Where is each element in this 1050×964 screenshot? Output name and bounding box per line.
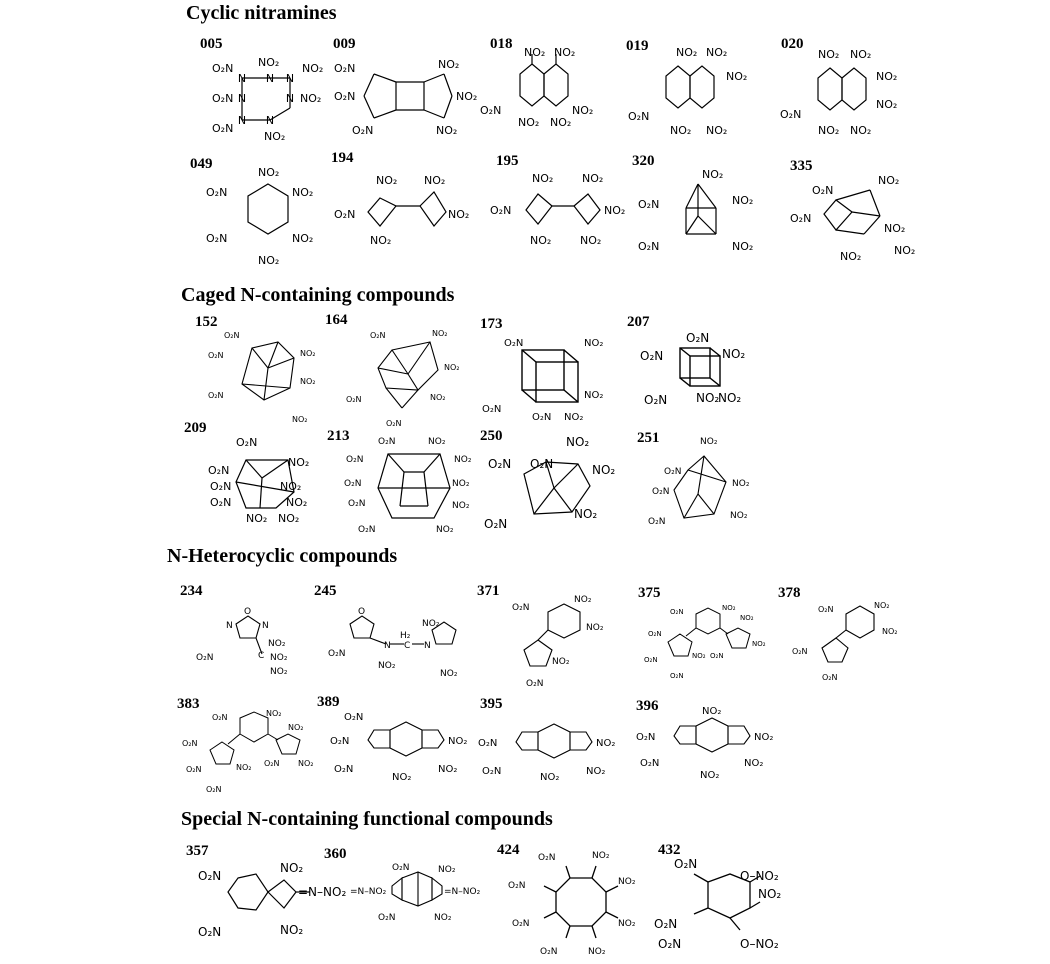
compound-id: 234 [180, 583, 203, 599]
group-no2: NO₂ [452, 501, 470, 511]
group-o2n: O₂N [212, 62, 234, 75]
group-no2: NO₂ [876, 98, 898, 111]
group-no2: NO₂ [518, 116, 540, 129]
group-no2: NO₂ [438, 58, 460, 71]
group-o2n: O₂N [346, 395, 362, 404]
group-o2n: O₂N [346, 455, 364, 465]
molecule-005 [212, 52, 332, 148]
group-o2n: O₂N [212, 122, 234, 135]
group-no2: NO₂ [564, 412, 584, 423]
group-o2n: O₂N [636, 732, 656, 743]
compound-id: 395 [480, 696, 503, 712]
compound-id: 320 [632, 153, 655, 169]
group-o2n: O₂N [330, 736, 350, 747]
group-no2: NO₂ [554, 46, 576, 59]
compound-id: 371 [477, 583, 500, 599]
group-no2: NO₂ [882, 627, 898, 636]
group-o2n: O₂N [352, 124, 374, 137]
molecule-395 [478, 718, 628, 798]
group-no2: NO₂ [586, 766, 606, 777]
compound-id: 173 [480, 316, 503, 332]
molecule-335 [790, 170, 940, 270]
group-no2: NO₂ [268, 639, 286, 649]
section-title-cyclic-nitramines: Cyclic nitramines [186, 2, 337, 24]
compound-id: 424 [497, 842, 520, 858]
molecule-194 [334, 168, 484, 258]
group-o2n: O₂N [344, 479, 362, 489]
group-o2n: O₂N [328, 649, 346, 659]
group-o2n: O₂N [182, 739, 198, 748]
group-o2n: O₂N [208, 464, 230, 477]
group-no2: NO₂ [884, 222, 906, 235]
compound-id: 389 [317, 694, 340, 710]
group-o2n: O₂N [210, 480, 232, 493]
group-no2: NO₂ [236, 763, 252, 772]
group-no2: NO₂ [566, 435, 590, 449]
group-o2n: O₂N [640, 349, 664, 363]
group-o2n: O₂N [710, 652, 724, 660]
compound-id: 005 [200, 36, 223, 52]
group-o2n: O₂N [490, 204, 512, 217]
group-o2n: O₂N [378, 437, 396, 447]
group-no2: NO₂ [850, 48, 872, 61]
group-no2: NO₂ [436, 124, 458, 137]
atom-o: O [358, 607, 366, 617]
group-no2: NO₂ [732, 479, 750, 489]
group-o2n: O₂N [198, 925, 222, 939]
group-o2n: O₂N [670, 608, 684, 616]
group-o2n: O₂N [790, 212, 812, 225]
group-no2: NO₂ [758, 887, 782, 901]
group-no2: NO₂ [376, 174, 398, 187]
group-no2: NO₂ [618, 919, 636, 929]
group-no2: NO₂ [850, 124, 872, 137]
group-no2: NO₂ [676, 46, 698, 59]
group-o2n: O₂N [206, 785, 222, 794]
group-o2n: O₂N [488, 457, 512, 471]
compound-id: 383 [177, 696, 200, 712]
atom-c: C [404, 641, 411, 651]
group-no2: NO₂ [874, 601, 890, 610]
group-no2: NO₂ [582, 172, 604, 185]
eq-n-no2: =N–NO₂ [350, 887, 387, 897]
atom-n: N [265, 114, 275, 127]
molecule-195 [490, 168, 640, 258]
compound-id: 195 [496, 153, 519, 169]
group-o2n: O₂N [792, 647, 808, 656]
molecule-320 [636, 164, 786, 260]
molecule-424 [508, 846, 658, 960]
compound-id: 378 [778, 585, 801, 601]
group-no2: NO₂ [280, 861, 304, 875]
group-no2: NO₂ [876, 70, 898, 83]
group-o2n: O₂N [658, 937, 682, 951]
group-o2n: O₂N [812, 184, 834, 197]
group-o2n: O₂N [480, 104, 502, 117]
molecule-019 [626, 44, 770, 144]
group-o2n: O₂N [644, 656, 658, 664]
group-no2: NO₂ [270, 667, 288, 677]
atom-n: N [424, 641, 431, 651]
molecule-213 [344, 432, 480, 540]
group-no2: NO₂ [592, 463, 616, 477]
group-no2: NO₂ [428, 437, 446, 447]
group-no2: NO₂ [422, 619, 440, 629]
atom-n: N [384, 641, 391, 651]
group-no2: NO₂ [586, 623, 604, 633]
molecule-234 [196, 604, 306, 684]
group-o2n: O₂N [482, 766, 502, 777]
group-o2n: O₂N [822, 673, 838, 682]
group-no2: NO₂ [258, 56, 280, 69]
group-no2: NO₂ [258, 166, 280, 179]
compound-id: 396 [636, 698, 659, 714]
group-no2: NO₂ [818, 48, 840, 61]
compound-id: 020 [781, 36, 804, 52]
molecule-152 [208, 326, 334, 430]
compound-id: 152 [195, 314, 218, 330]
group-o2n: O₂N [508, 881, 526, 891]
group-no2: NO₂ [434, 913, 452, 923]
group-no2: NO₂ [266, 709, 282, 718]
group-no2: NO₂ [552, 657, 570, 667]
group-no2: NO₂ [430, 393, 446, 402]
group-o2n: O₂N [206, 232, 228, 245]
molecule-375 [640, 602, 774, 686]
group-o2n: O₂N [370, 331, 386, 340]
group-no2: NO₂ [722, 604, 736, 612]
molecule-245 [328, 604, 478, 686]
group-no2: NO₂ [264, 130, 286, 143]
group-o2n: O₂N [198, 869, 222, 883]
group-no2: NO₂ [280, 923, 304, 937]
group-o2n: O₂N [348, 499, 366, 509]
group-o2n: O₂N [378, 913, 396, 923]
molecule-009 [334, 52, 484, 142]
atom-n: N [237, 114, 247, 127]
group-no2: NO₂ [270, 653, 288, 663]
group-no2: NO₂ [670, 124, 692, 137]
group-no2: NO₂ [532, 172, 554, 185]
compound-id: 245 [314, 583, 337, 599]
group-o2n: O₂N [504, 338, 524, 349]
molecule-432 [654, 852, 804, 958]
group-o2n: O₂N [526, 679, 544, 689]
group-o2n: O₂N [236, 436, 258, 449]
group-no2: NO₂ [740, 614, 754, 622]
group-no2: NO₂ [448, 736, 468, 747]
molecule-371 [494, 594, 614, 690]
group-o2n: O₂N [358, 525, 376, 535]
atom-n: N [265, 72, 275, 85]
atom-o: O [244, 607, 252, 617]
compound-id: 357 [186, 843, 209, 859]
group-no2: NO₂ [292, 415, 308, 424]
group-no2: NO₂ [432, 329, 448, 338]
group-o2n: O₂N [686, 331, 710, 345]
group-o2n: O₂N [818, 605, 834, 614]
group-o2n: O₂N [512, 603, 530, 613]
molecule-207 [640, 330, 780, 416]
compound-id: 432 [658, 842, 681, 858]
group-o2n: O₂N [532, 412, 552, 423]
compound-id: 207 [627, 314, 650, 330]
group-o2n: O₂N [392, 863, 410, 873]
group-no2: NO₂ [452, 479, 470, 489]
group-no2: NO₂ [288, 723, 304, 732]
group-no2: NO₂ [438, 865, 456, 875]
group-no2: NO₂ [592, 851, 610, 861]
group-no2: NO₂ [278, 512, 300, 525]
group-no2: NO₂ [524, 46, 546, 59]
h2-label: H₂ [400, 631, 411, 641]
group-no2: NO₂ [440, 669, 458, 679]
compound-id: 019 [626, 38, 649, 54]
group-o2n: O₂N [208, 391, 224, 400]
group-o2n: O₂N [224, 331, 240, 340]
group-o2n: O₂N [334, 208, 356, 221]
group-no2: NO₂ [454, 455, 472, 465]
molecule-383 [180, 706, 330, 796]
group-no2: NO₂ [700, 770, 720, 781]
molecule-251 [644, 434, 774, 534]
group-o2n: O₂N [780, 108, 802, 121]
group-o2n: O₂N [212, 713, 228, 722]
group-no2: NO₂ [706, 124, 728, 137]
group-no2: NO₂ [302, 62, 324, 75]
group-no2: NO₂ [286, 496, 308, 509]
section-title-caged-compounds: Caged N-containing compounds [181, 284, 455, 306]
molecule-018 [480, 44, 610, 144]
group-no2: NO₂ [448, 208, 470, 221]
group-no2: NO₂ [574, 507, 598, 521]
group-no2: NO₂ [730, 511, 748, 521]
compound-id: 250 [480, 428, 503, 444]
molecule-250 [482, 434, 630, 538]
group-no2: NO₂ [878, 174, 900, 187]
group-o2n: O₂N [334, 90, 356, 103]
group-no2: NO₂ [818, 124, 840, 137]
group-o2n: O₂N [186, 765, 202, 774]
compound-id: 194 [331, 150, 354, 166]
group-o2n: O₂N [386, 419, 402, 428]
group-no2: NO₂ [702, 168, 724, 181]
atom-n: N [285, 92, 295, 105]
group-no2: NO₂ [530, 234, 552, 247]
group-o2n: O₂N [484, 517, 508, 531]
group-o2n: O₂N [640, 758, 660, 769]
group-no2: NO₂ [246, 512, 268, 525]
group-no2: NO₂ [732, 194, 754, 207]
compound-id: 213 [327, 428, 350, 444]
group-o2n: O₂N [210, 496, 232, 509]
group-no2: NO₂ [580, 234, 602, 247]
molecule-378 [792, 596, 916, 690]
group-o2n: O₂N [530, 457, 554, 471]
group-no2: NO₂ [752, 640, 766, 648]
atom-n: N [285, 72, 295, 85]
group-no2: NO₂ [618, 877, 636, 887]
group-no2: NO₂ [292, 186, 314, 199]
group-no2: NO₂ [744, 758, 764, 769]
group-o2n: O₂N [196, 653, 214, 663]
group-o2n: O₂N [638, 240, 660, 253]
group-no2: NO₂ [584, 338, 604, 349]
atom-n: N [226, 621, 233, 631]
group-o2n: O₂N [334, 62, 356, 75]
molecule-173 [480, 332, 620, 424]
eq-n-no2: =N–NO₂ [298, 885, 347, 899]
group-no2: NO₂ [436, 525, 454, 535]
compound-id: 375 [638, 585, 661, 601]
group-no2: NO₂ [424, 174, 446, 187]
group-no2: NO₂ [550, 116, 572, 129]
group-no2: NO₂ [300, 92, 322, 105]
group-no2: NO₂ [438, 764, 458, 775]
compound-id: 009 [333, 36, 356, 52]
group-no2: NO₂ [584, 390, 604, 401]
group-o2n: O₂N [538, 853, 556, 863]
group-no2: NO₂ [392, 772, 412, 783]
group-no2: NO₂ [280, 480, 302, 493]
compound-id: 049 [190, 156, 213, 172]
group-no2: NO₂ [572, 104, 594, 117]
group-o2n: O₂N [478, 738, 498, 749]
group-no2: NO₂ [300, 349, 316, 358]
compound-id: 360 [324, 846, 347, 862]
molecule-396 [636, 704, 786, 794]
molecule-164 [346, 324, 486, 432]
section-title-n-heterocyclic: N-Heterocyclic compounds [167, 545, 398, 567]
group-no2: NO₂ [604, 204, 626, 217]
group-no2: NO₂ [540, 772, 560, 783]
group-o2n: O₂N [206, 186, 228, 199]
group-no2: NO₂ [718, 391, 742, 405]
group-no2: NO₂ [574, 595, 592, 605]
molecule-357 [198, 858, 348, 950]
compound-id: 251 [637, 430, 660, 446]
group-no2: NO₂ [700, 437, 718, 447]
group-o2n: O₂N [664, 467, 682, 477]
molecule-389 [330, 710, 480, 792]
group-o2n: O₂N [648, 630, 662, 638]
molecule-360 [350, 860, 498, 944]
group-o2n: O₂N [264, 759, 280, 768]
compound-id: 335 [790, 158, 813, 174]
section-title-special-functional: Special N-containing functional compounds [181, 808, 553, 830]
group-no2: NO₂ [722, 347, 746, 361]
group-o2n: O₂N [654, 917, 678, 931]
o-no2: O–NO₂ [740, 937, 779, 951]
group-no2: NO₂ [702, 706, 722, 717]
molecule-020 [780, 46, 920, 142]
group-no2: NO₂ [444, 363, 460, 372]
group-no2: NO₂ [706, 46, 728, 59]
group-o2n: O₂N [208, 351, 224, 360]
group-no2: NO₂ [258, 254, 280, 267]
group-no2: NO₂ [288, 456, 310, 469]
group-no2: NO₂ [754, 732, 774, 743]
group-no2: NO₂ [588, 947, 606, 957]
group-o2n: O₂N [334, 764, 354, 775]
group-no2: NO₂ [456, 90, 478, 103]
group-o2n: O₂N [482, 404, 502, 415]
group-no2: NO₂ [692, 652, 706, 660]
group-no2: NO₂ [596, 738, 616, 749]
o-no2: O–NO₂ [740, 869, 779, 883]
atom-n: N [262, 621, 269, 631]
group-no2: NO₂ [894, 244, 916, 257]
group-o2n: O₂N [674, 857, 698, 871]
compound-id: 209 [184, 420, 207, 436]
group-no2: NO₂ [300, 377, 316, 386]
group-no2: NO₂ [726, 70, 748, 83]
molecule-049 [206, 164, 336, 268]
atom-n: N [237, 92, 247, 105]
group-o2n: O₂N [628, 110, 650, 123]
eq-n-no2: =N–NO₂ [444, 887, 481, 897]
group-no2: NO₂ [840, 250, 862, 263]
compound-id: 164 [325, 312, 348, 328]
group-o2n: O₂N [648, 517, 666, 527]
atom-c: C [258, 651, 265, 661]
group-no2: NO₂ [370, 234, 392, 247]
group-no2: NO₂ [732, 240, 754, 253]
group-o2n: O₂N [652, 487, 670, 497]
group-o2n: O₂N [644, 393, 668, 407]
molecule-209 [206, 432, 332, 528]
group-o2n: O₂N [670, 672, 684, 680]
group-no2: NO₂ [378, 661, 396, 671]
group-o2n: O₂N [512, 919, 530, 929]
group-o2n: O₂N [212, 92, 234, 105]
atom-n: N [237, 72, 247, 85]
group-no2: NO₂ [298, 759, 314, 768]
group-o2n: O₂N [344, 712, 364, 723]
compound-id: 018 [490, 36, 513, 52]
group-no2: NO₂ [696, 391, 720, 405]
group-o2n: O₂N [638, 198, 660, 211]
group-o2n: O₂N [540, 947, 558, 957]
group-no2: NO₂ [292, 232, 314, 245]
